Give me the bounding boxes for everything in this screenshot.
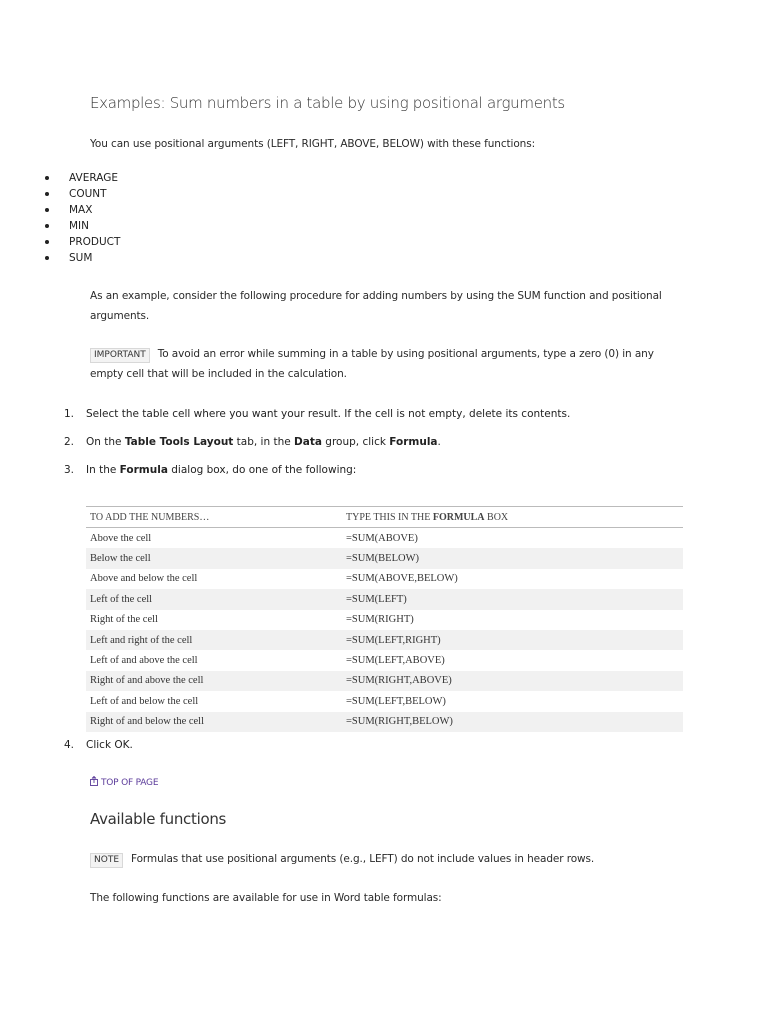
table-row <box>86 569 683 589</box>
list-item: SUM <box>45 250 120 266</box>
formula-dialog-label: Formula <box>119 464 168 476</box>
cell-formula: =SUM(LEFT,RIGHT) <box>342 630 683 650</box>
cell-formula: =SUM(RIGHT) <box>346 614 414 626</box>
important-tag: IMPORTANT <box>90 348 150 363</box>
cell-where: Left of and below the cell <box>90 695 199 707</box>
cell-formula: =SUM(RIGHT,BELOW) <box>342 712 683 732</box>
functions-intro-paragraph: The following functions are available for use in Word table formulas: <box>90 892 442 904</box>
list-item: AVERAGE <box>45 170 120 186</box>
formula-command-label: Formula <box>389 436 438 448</box>
cell-formula: =SUM(LEFT,BELOW) <box>346 695 446 707</box>
list-item: COUNT <box>45 186 120 202</box>
step-2: 2. On the Table Tools Layout tab, in the Data group, click Formula. <box>60 432 441 452</box>
bullet-icon <box>45 224 49 228</box>
bullet-icon <box>45 240 49 244</box>
important-text: To avoid an error while summing in a table by using positional arguments, type a zero (0) in any empty cell that will be included in the calculation. <box>90 348 654 380</box>
table-row <box>86 528 683 549</box>
positional-arguments-table <box>86 506 683 732</box>
bullet-icon <box>45 208 49 212</box>
cell-formula: =SUM(RIGHT,ABOVE) <box>342 671 683 691</box>
cell-where: Above and below the cell <box>90 573 198 585</box>
note-tag: NOTE <box>90 853 123 868</box>
table-row <box>86 650 683 670</box>
step-text: Click OK. <box>86 739 133 751</box>
list-item: MAX <box>45 202 120 218</box>
bullet-icon <box>45 176 49 180</box>
example-paragraph: As an example, consider the following procedure for adding numbers by using the SUM function and positional arguments. <box>90 290 662 322</box>
note-callout <box>90 849 594 869</box>
table-tools-layout-label: Table Tools Layout <box>124 436 234 448</box>
table-row <box>86 691 683 711</box>
function-list <box>45 170 120 266</box>
data-group-label: Data <box>294 436 322 448</box>
step-3: 3. In the Formula dialog box, do one of the following: <box>60 460 356 480</box>
important-callout <box>90 344 690 384</box>
table-row <box>86 610 683 630</box>
step-number: 4. <box>64 739 75 751</box>
top-of-page-icon <box>90 776 98 786</box>
column-header-type-this: TYPE THIS IN THE FORMULA BOX <box>342 507 683 528</box>
cell-where: Right of and above the cell <box>86 671 342 691</box>
cell-where: Right of the cell <box>90 614 158 626</box>
step-number: 3. <box>64 464 75 476</box>
cell-formula: =SUM(ABOVE) <box>346 532 418 544</box>
step-text: Select the table cell where you want your result. If the cell is not empty, delete its contents. <box>86 408 571 420</box>
step-4 <box>60 735 133 755</box>
table-row <box>86 630 683 650</box>
table-header-row <box>86 507 683 528</box>
cell-where: Left of and above the cell <box>90 655 198 667</box>
step-number: 2. <box>64 436 75 448</box>
cell-where: Below the cell <box>86 548 342 568</box>
intro-paragraph: You can use positional arguments (LEFT, RIGHT, ABOVE, BELOW) with these functions: <box>90 138 536 150</box>
cell-where: Left of the cell <box>86 589 342 609</box>
table-row <box>86 712 683 732</box>
table-row <box>86 589 683 609</box>
cell-where: Above the cell <box>90 532 152 544</box>
bullet-icon <box>45 192 49 196</box>
list-item: PRODUCT <box>45 234 120 250</box>
column-header-to-add: TO ADD THE NUMBERS… <box>86 507 342 528</box>
table-row <box>86 671 683 691</box>
step-1 <box>60 404 570 424</box>
cell-formula: =SUM(LEFT) <box>342 589 683 609</box>
top-of-page-link[interactable]: TOP OF PAGE <box>90 776 158 788</box>
cell-formula: =SUM(ABOVE,BELOW) <box>346 573 458 585</box>
cell-formula: =SUM(BELOW) <box>342 548 683 568</box>
bullet-icon <box>45 256 49 260</box>
section-heading-available-functions: Available functions <box>90 810 227 828</box>
section-heading-examples: Examples: Sum numbers in a table by using positional arguments <box>90 94 565 112</box>
table-row <box>86 548 683 568</box>
cell-where: Right of and below the cell <box>86 712 342 732</box>
cell-formula: =SUM(LEFT,ABOVE) <box>346 655 445 667</box>
cell-where: Left and right of the cell <box>86 630 342 650</box>
note-text: Formulas that use positional arguments (e.g., LEFT) do not include values in header rows. <box>131 853 595 865</box>
list-item: MIN <box>45 218 120 234</box>
step-number: 1. <box>64 408 75 420</box>
